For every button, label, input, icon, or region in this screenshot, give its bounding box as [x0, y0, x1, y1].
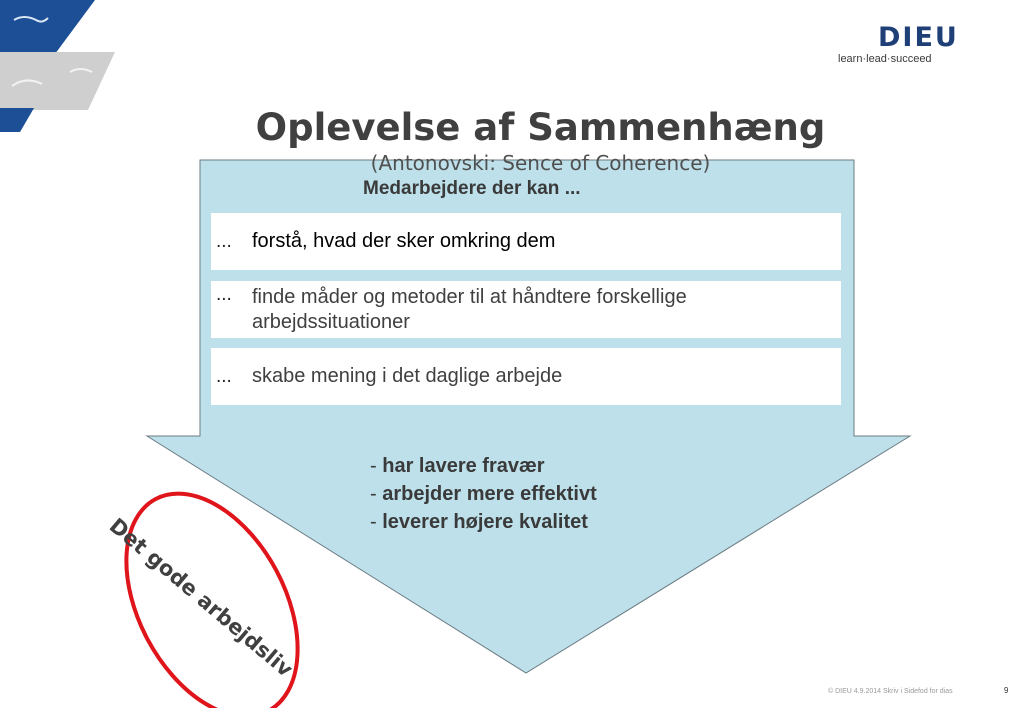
page-number: 9 [1004, 686, 1009, 695]
ellipse-label: Det gode arbejdsliv [104, 513, 298, 682]
list-item [211, 281, 841, 338]
result-text: leverer højere kvalitet [382, 511, 588, 533]
list-item [211, 348, 841, 405]
list-item-prefix: ... [216, 230, 232, 252]
slide-title: Oplevelse af Sammenhæng [255, 106, 826, 149]
result-text: arbejder mere effektivt [382, 483, 597, 505]
list-item [211, 213, 841, 270]
slide-subtitle: (Antonovski: Sence of Coherence) [370, 151, 711, 175]
list-item-prefix: ... [216, 365, 232, 387]
result-line [370, 480, 597, 508]
brand-name: DIEU [878, 22, 959, 53]
brand-tagline: learn·lead·succeed [838, 53, 932, 65]
list-item-text: forstå, hvad der sker omkring dem [252, 230, 556, 252]
result-line [370, 508, 588, 536]
result-dash: - [370, 511, 377, 533]
list-item-text: skabe mening i det daglige arbejde [252, 365, 563, 387]
result-dash: - [370, 483, 377, 505]
footer-text: © DIEU 4.9.2014 Skriv i Sidefod for dias [828, 688, 953, 695]
result-text: har lavere fravær [382, 455, 545, 477]
result-dash: - [370, 455, 377, 477]
lead-text: Medarbejdere der kan ... [363, 178, 581, 199]
list-item-text: finde måder og metoder til at håndtere forskellige arbejdssituationer [252, 285, 687, 333]
list-item-prefix: ... [216, 284, 232, 305]
result-line [370, 452, 545, 480]
